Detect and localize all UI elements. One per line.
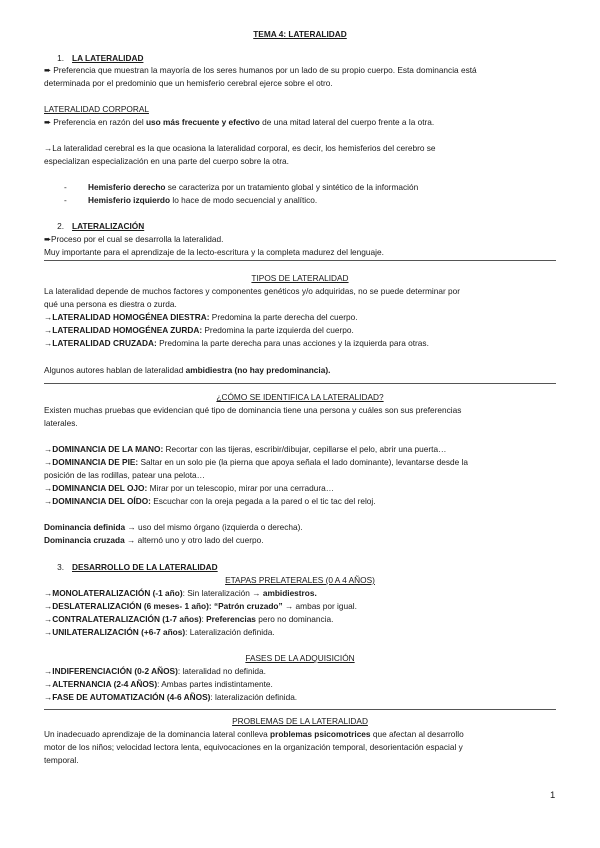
- dominancia-cruzada: Dominancia cruzada → alternó uno y otro lado del cuerpo.: [44, 535, 264, 545]
- section-3-heading: 3. DESARROLLO DE LA LATERALIDAD: [57, 562, 218, 572]
- tipos-intro: La lateralidad depende de muchos factores y componentes genéticos y/o adquiridas, no se puede determinar por: [44, 286, 461, 296]
- identifica-intro: Existen muchas pruebas que evidencian qué tipo de dominancia tiene una persona y cuáles son sus preferencias: [44, 405, 462, 415]
- tipo-diestra: →LATERALIDAD HOMOGÉNEA DIESTRA: Predomina la parte derecha del cuerpo.: [44, 312, 358, 322]
- etapa-deslateralizacion: →DESLATERALIZACIÓN (6 meses- 1 año): “Patrón cruzado” → ambas por igual.: [44, 601, 357, 611]
- identifica-intro-cont: laterales.: [44, 418, 78, 428]
- dominancia-pie-cont: posición de las rodillas, patear una pelota…: [44, 470, 205, 480]
- section-1-heading: 1. LA LATERALIDAD: [57, 53, 144, 63]
- etapa-unilateralizacion: →UNILATERALIZACIÓN (+6-7 años): Lateralización definida.: [44, 627, 275, 637]
- fase-indiferenciacion: →INDIFERENCIACIÓN (0-2 AÑOS): lateralidad no definida.: [44, 666, 266, 676]
- section-2-heading: 2. LATERALIZACIÓN: [57, 221, 145, 231]
- lateralizacion-definition: ➨Proceso por el cual se desarrolla la lateralidad.: [44, 234, 224, 244]
- tipos-heading: TIPOS DE LATERALIDAD: [251, 273, 349, 283]
- divider: [44, 709, 556, 710]
- problemas-text-cont: motor de los niños; velocidad lectora lenta, equivocaciones en la organización temporal, desorientación espacial y: [44, 742, 463, 752]
- dominancia-definida: Dominancia definida → uso del mismo órgano (izquierda o derecha).: [44, 522, 303, 532]
- dominancia-mano: →DOMINANCIA DE LA MANO: Recortar con las tijeras, escribir/dibujar, cepillarse el pelo, abrir una puerta…: [44, 444, 447, 454]
- lateralidad-cerebral-text: →La lateralidad cerebral es la que ocasiona la lateralidad corporal, es decir, los hemisferios del cerebro se: [44, 143, 436, 153]
- document-title: TEMA 4: LATERALIDAD: [253, 29, 347, 39]
- etapa-monolateralizacion: →MONOLATERALIZACIÓN (-1 año): Sin lateralización → ambidiestros.: [44, 588, 317, 598]
- tipo-ambidiestra: Algunos autores hablan de lateralidad ambidiestra (no hay predominancia).: [44, 365, 331, 375]
- fase-automatizacion: →FASE DE AUTOMATIZACIÓN (4-6 AÑOS): lateralización definida.: [44, 692, 298, 702]
- dominancia-ojo: →DOMINANCIA DEL OJO: Mirar por un telescopio, mirar por una cerradura…: [44, 483, 335, 493]
- lateralidad-definition-cont: determinada por el predominio que un hemisferio cerebral ejerce sobre el otro.: [44, 78, 333, 88]
- dominancia-pie: →DOMINANCIA DE PIE: Saltar en un solo pie (la pierna que apoya señala el lado dominante), levantarse desde la: [44, 457, 468, 467]
- tipo-cruzada: →LATERALIDAD CRUZADA: Predomina la parte derecha para unas acciones y la izquierda para otras.: [44, 338, 429, 348]
- fases-heading: FASES DE LA ADQUISICIÓN: [245, 653, 355, 663]
- tipos-intro-cont: qué una persona es diestra o zurda.: [44, 299, 177, 309]
- lateralizacion-importance: Muy importante para el aprendizaje de la lecto-escritura y la completa madurez del lenguaje.: [44, 247, 384, 257]
- etapa-contralateralizacion: →CONTRALATERALIZACIÓN (1-7 años): Preferencias pero no dominancia.: [44, 614, 334, 624]
- problemas-text-end: temporal.: [44, 755, 79, 765]
- problemas-text: Un inadecuado aprendizaje de la dominancia lateral conlleva problemas psicomotrices que afectan al desarrollo: [44, 729, 464, 739]
- divider: [44, 383, 556, 384]
- identifica-heading: ¿CÓMO SE IDENTIFICA LA LATERALIDAD?: [216, 392, 384, 402]
- lateralidad-corporal-definition: ➨ Preferencia en razón del uso más frecuente y efectivo de una mitad lateral del cuerpo frente a la otra.: [44, 117, 435, 127]
- lateralidad-cerebral-text-cont: especializan especialización en una parte del cuerpo sobre la otra.: [44, 156, 289, 166]
- page-number: 1: [550, 790, 556, 801]
- etapas-heading: ETAPAS PRELATERALES (0 A 4 AÑOS): [225, 575, 375, 585]
- lateralidad-corporal-heading: LATERALIDAD CORPORAL: [44, 104, 149, 114]
- dominancia-oido: →DOMINANCIA DEL OÍDO: Escuchar con la oreja pegada a la pared o el tic tac del reloj.: [44, 496, 376, 506]
- lateralidad-definition: ➨ Preferencia que muestran la mayoría de los seres humanos por un lado de su propio cuerpo. Esta dominancia está: [44, 65, 477, 75]
- fase-alternancia: →ALTERNANCIA (2-4 AÑOS): Ambas partes indistintamente.: [44, 679, 273, 689]
- tipo-zurda: →LATERALIDAD HOMOGÉNEA ZURDA: Predomina la parte izquierda del cuerpo.: [44, 325, 354, 335]
- divider: [44, 260, 556, 261]
- problemas-heading: PROBLEMAS DE LA LATERALIDAD: [232, 716, 368, 726]
